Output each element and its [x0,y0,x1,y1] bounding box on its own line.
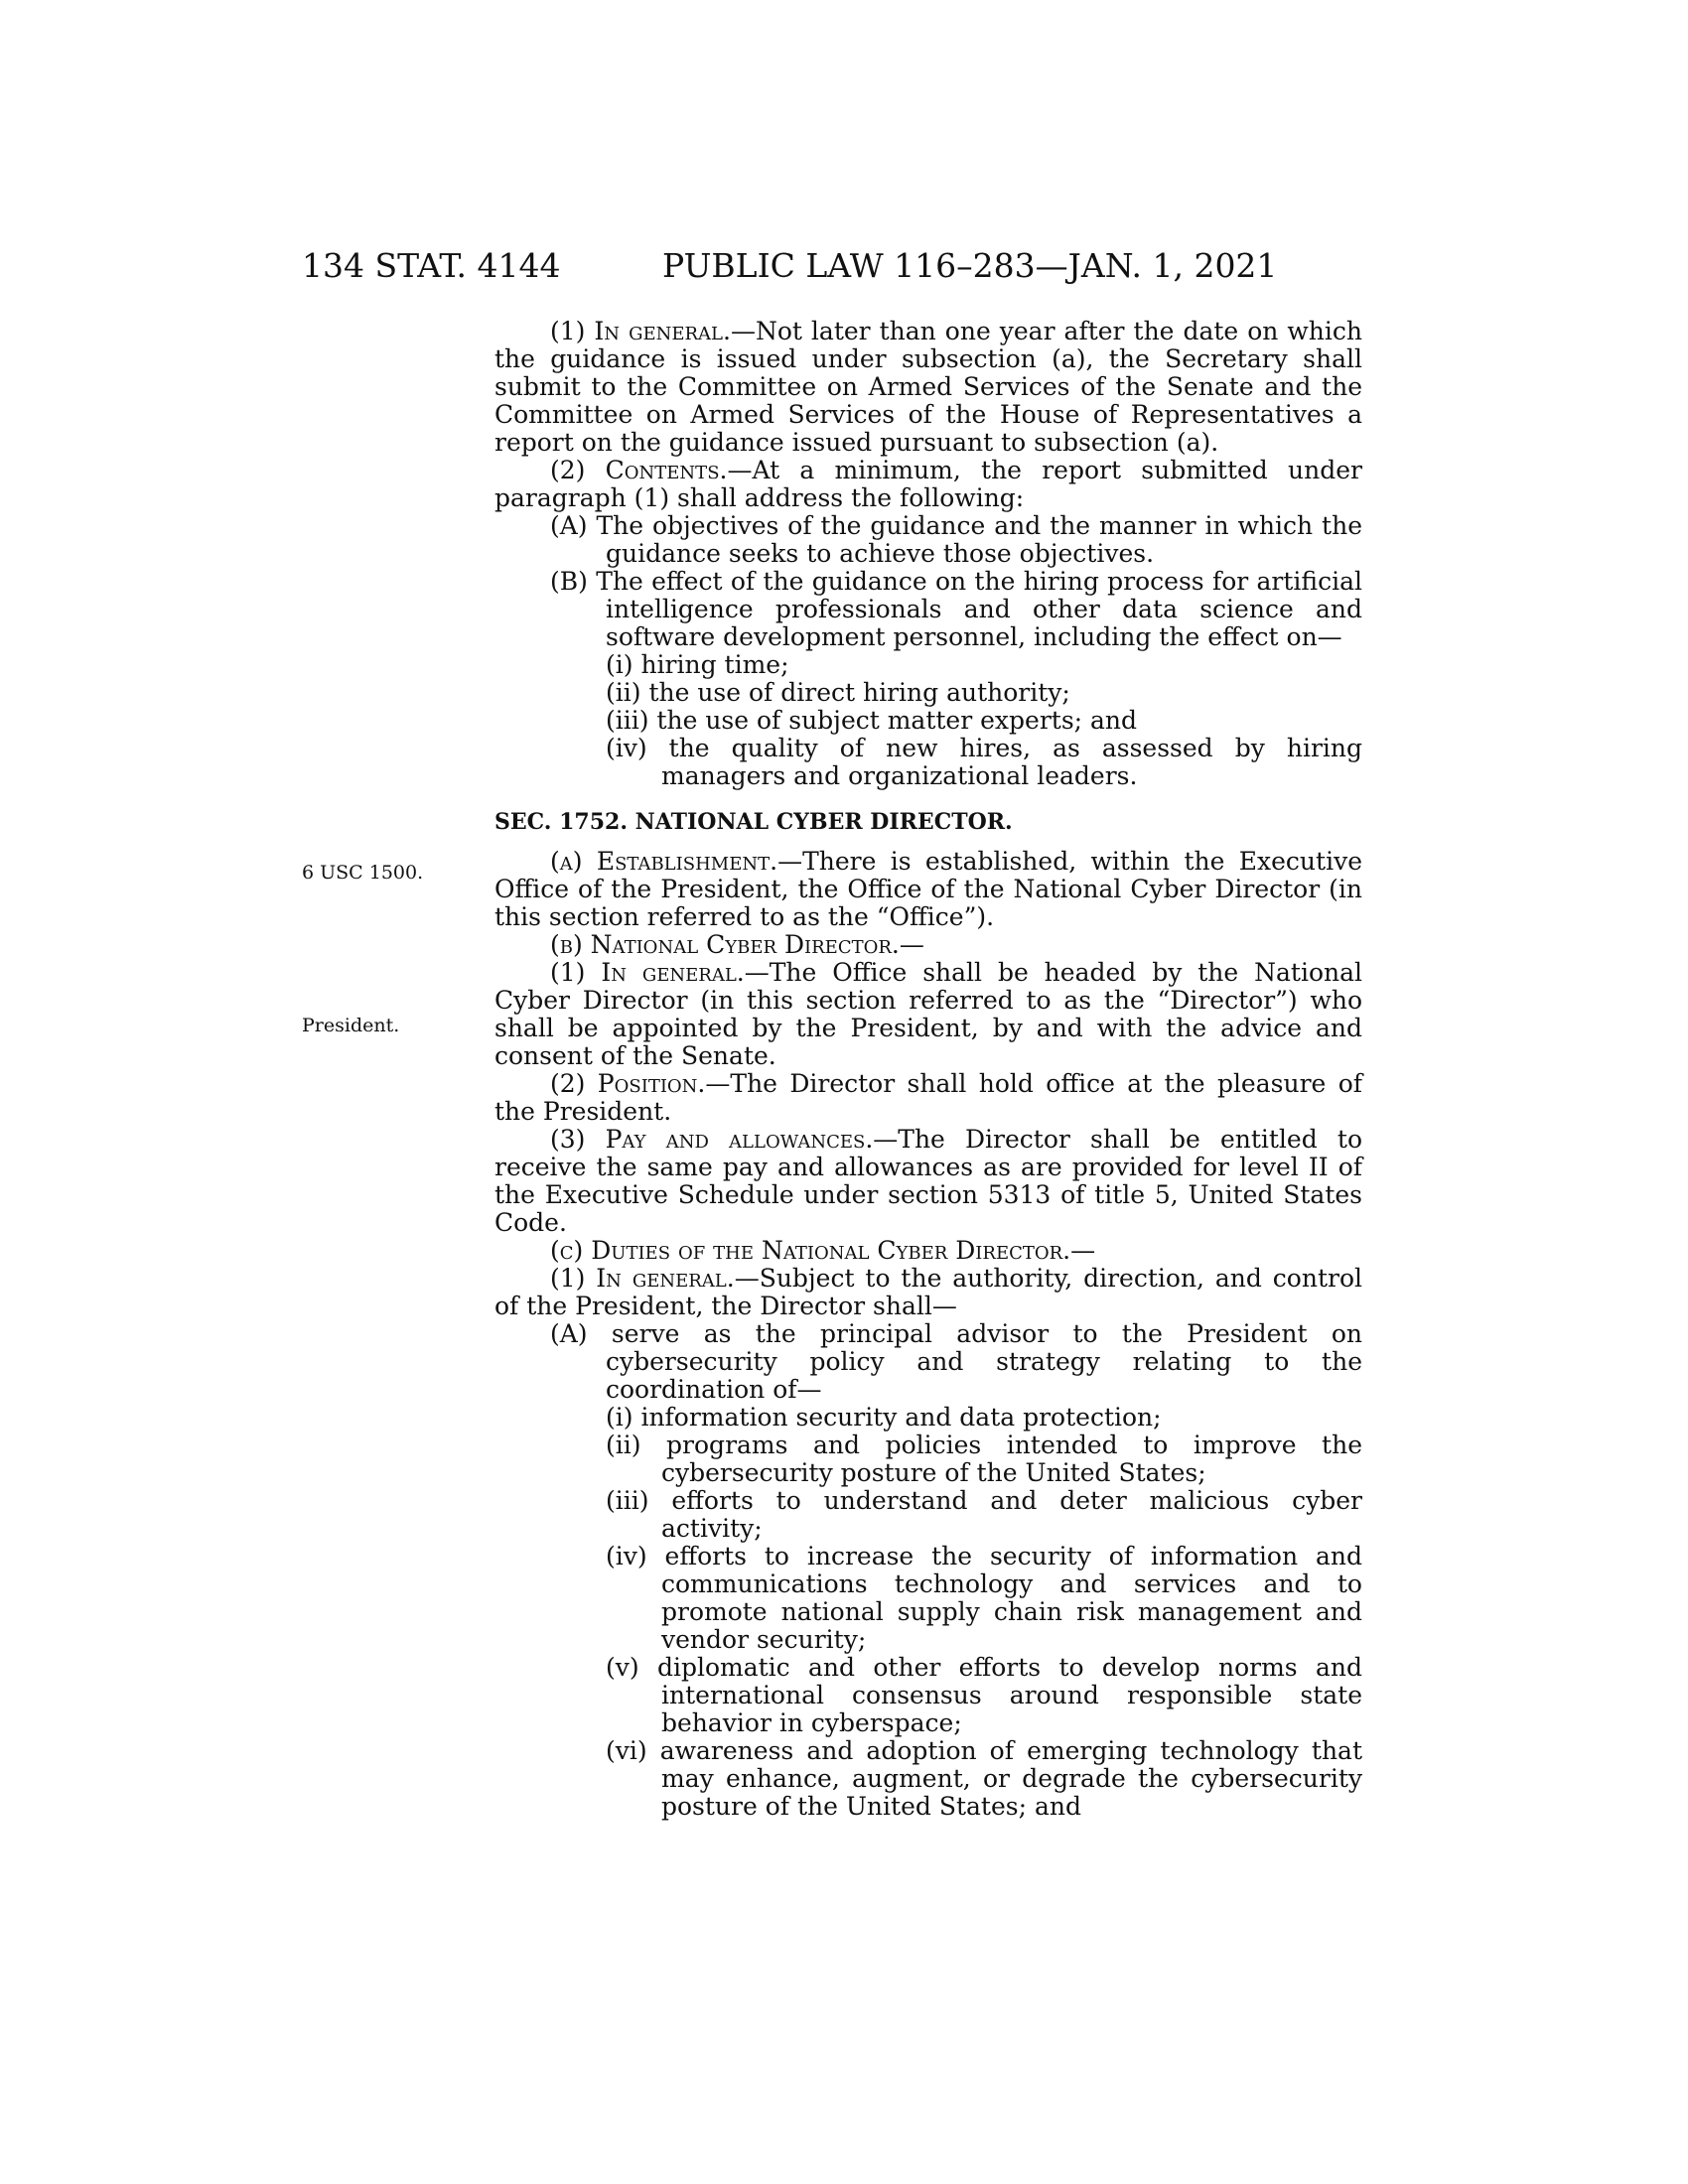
paragraph: (iii) the use of subject matter experts; and [606,706,1138,735]
paragraph: (a) Establishment.—There is established, within the Executive Office of the President, the Office of the National Cyber Director (in this section referred to as the “Office”). [494,847,1362,931]
paragraph: (i) information security and data protection; [606,1403,1162,1432]
paragraph: (iii) efforts to understand and deter malicious cyber activity; [606,1486,1362,1543]
paragraph: (v) diplomatic and other efforts to develop norms and international consensus around responsible state behavior in cyberspace; [606,1653,1362,1737]
statute-page-number: 134 STAT. 4144 [302,246,561,285]
paragraph: (3) Pay and allowances.—The Director shall be entitled to receive the same pay and allowances as are provided for level II of the Executive Schedule under section 5313 of title 5, United States Code. [494,1125,1362,1237]
paragraph: (iv) efforts to increase the security of information and communications technology and services and to promote national supply chain risk management and vendor security; [606,1542,1362,1654]
paragraph: (vi) awareness and adoption of emerging technology that may enhance, augment, or degrade the cybersecurity posture of the United States; and [606,1736,1362,1821]
paragraph: (1) In general.—The Office shall be headed by the National Cyber Director (in this section referred to as the “Director”) who shall be appointed by the President, by and with the advice and consent of the Senate. [494,958,1362,1070]
paragraph: (A) serve as the principal advisor to the President on cybersecurity policy and strategy relating to the coordination of— [550,1319,1362,1404]
paragraph: (ii) the use of direct hiring authority; [606,678,1070,707]
paragraph: (b) National Cyber Director.— [550,930,924,959]
section-heading: SEC. 1752. NATIONAL CYBER DIRECTOR. [494,809,1013,835]
page-title: PUBLIC LAW 116–283—JAN. 1, 2021 [662,246,1278,285]
paragraph: (B) The effect of the guidance on the hiring process for artificial intelligence professionals and other data science and software development personnel, including the effect on— [550,567,1362,651]
paragraph: (1) In general.—Subject to the authority, direction, and control of the President, the Director shall— [494,1264,1362,1320]
paragraph: (2) Position.—The Director shall hold office at the pleasure of the President. [494,1069,1362,1126]
paragraph: (c) Duties of the National Cyber Director.— [550,1236,1096,1265]
paragraph: (A) The objectives of the guidance and the manner in which the guidance seeks to achieve those objectives. [550,511,1362,568]
paragraph: (i) hiring time; [606,650,789,679]
paragraph: (2) Contents.—At a minimum, the report submitted under paragraph (1) shall address the following: [494,456,1362,512]
paragraph: (ii) programs and policies intended to improve the cybersecurity posture of the United States; [606,1431,1362,1487]
margin-note-usc: 6 USC 1500. [302,862,424,884]
paragraph: (1) In general.—Not later than one year after the date on which the guidance is issued under subsection (a), the Secretary shall submit to the Committee on Armed Services of the Senate and the Committee on Armed Services of the House of Representatives a report on the guidance issued pursuant to subsection (a). [494,317,1363,457]
document-body [494,318,1362,1821]
margin-note-president: President. [302,1015,400,1036]
paragraph: (iv) the quality of new hires, as assessed by hiring managers and organizational leaders. [606,734,1362,790]
